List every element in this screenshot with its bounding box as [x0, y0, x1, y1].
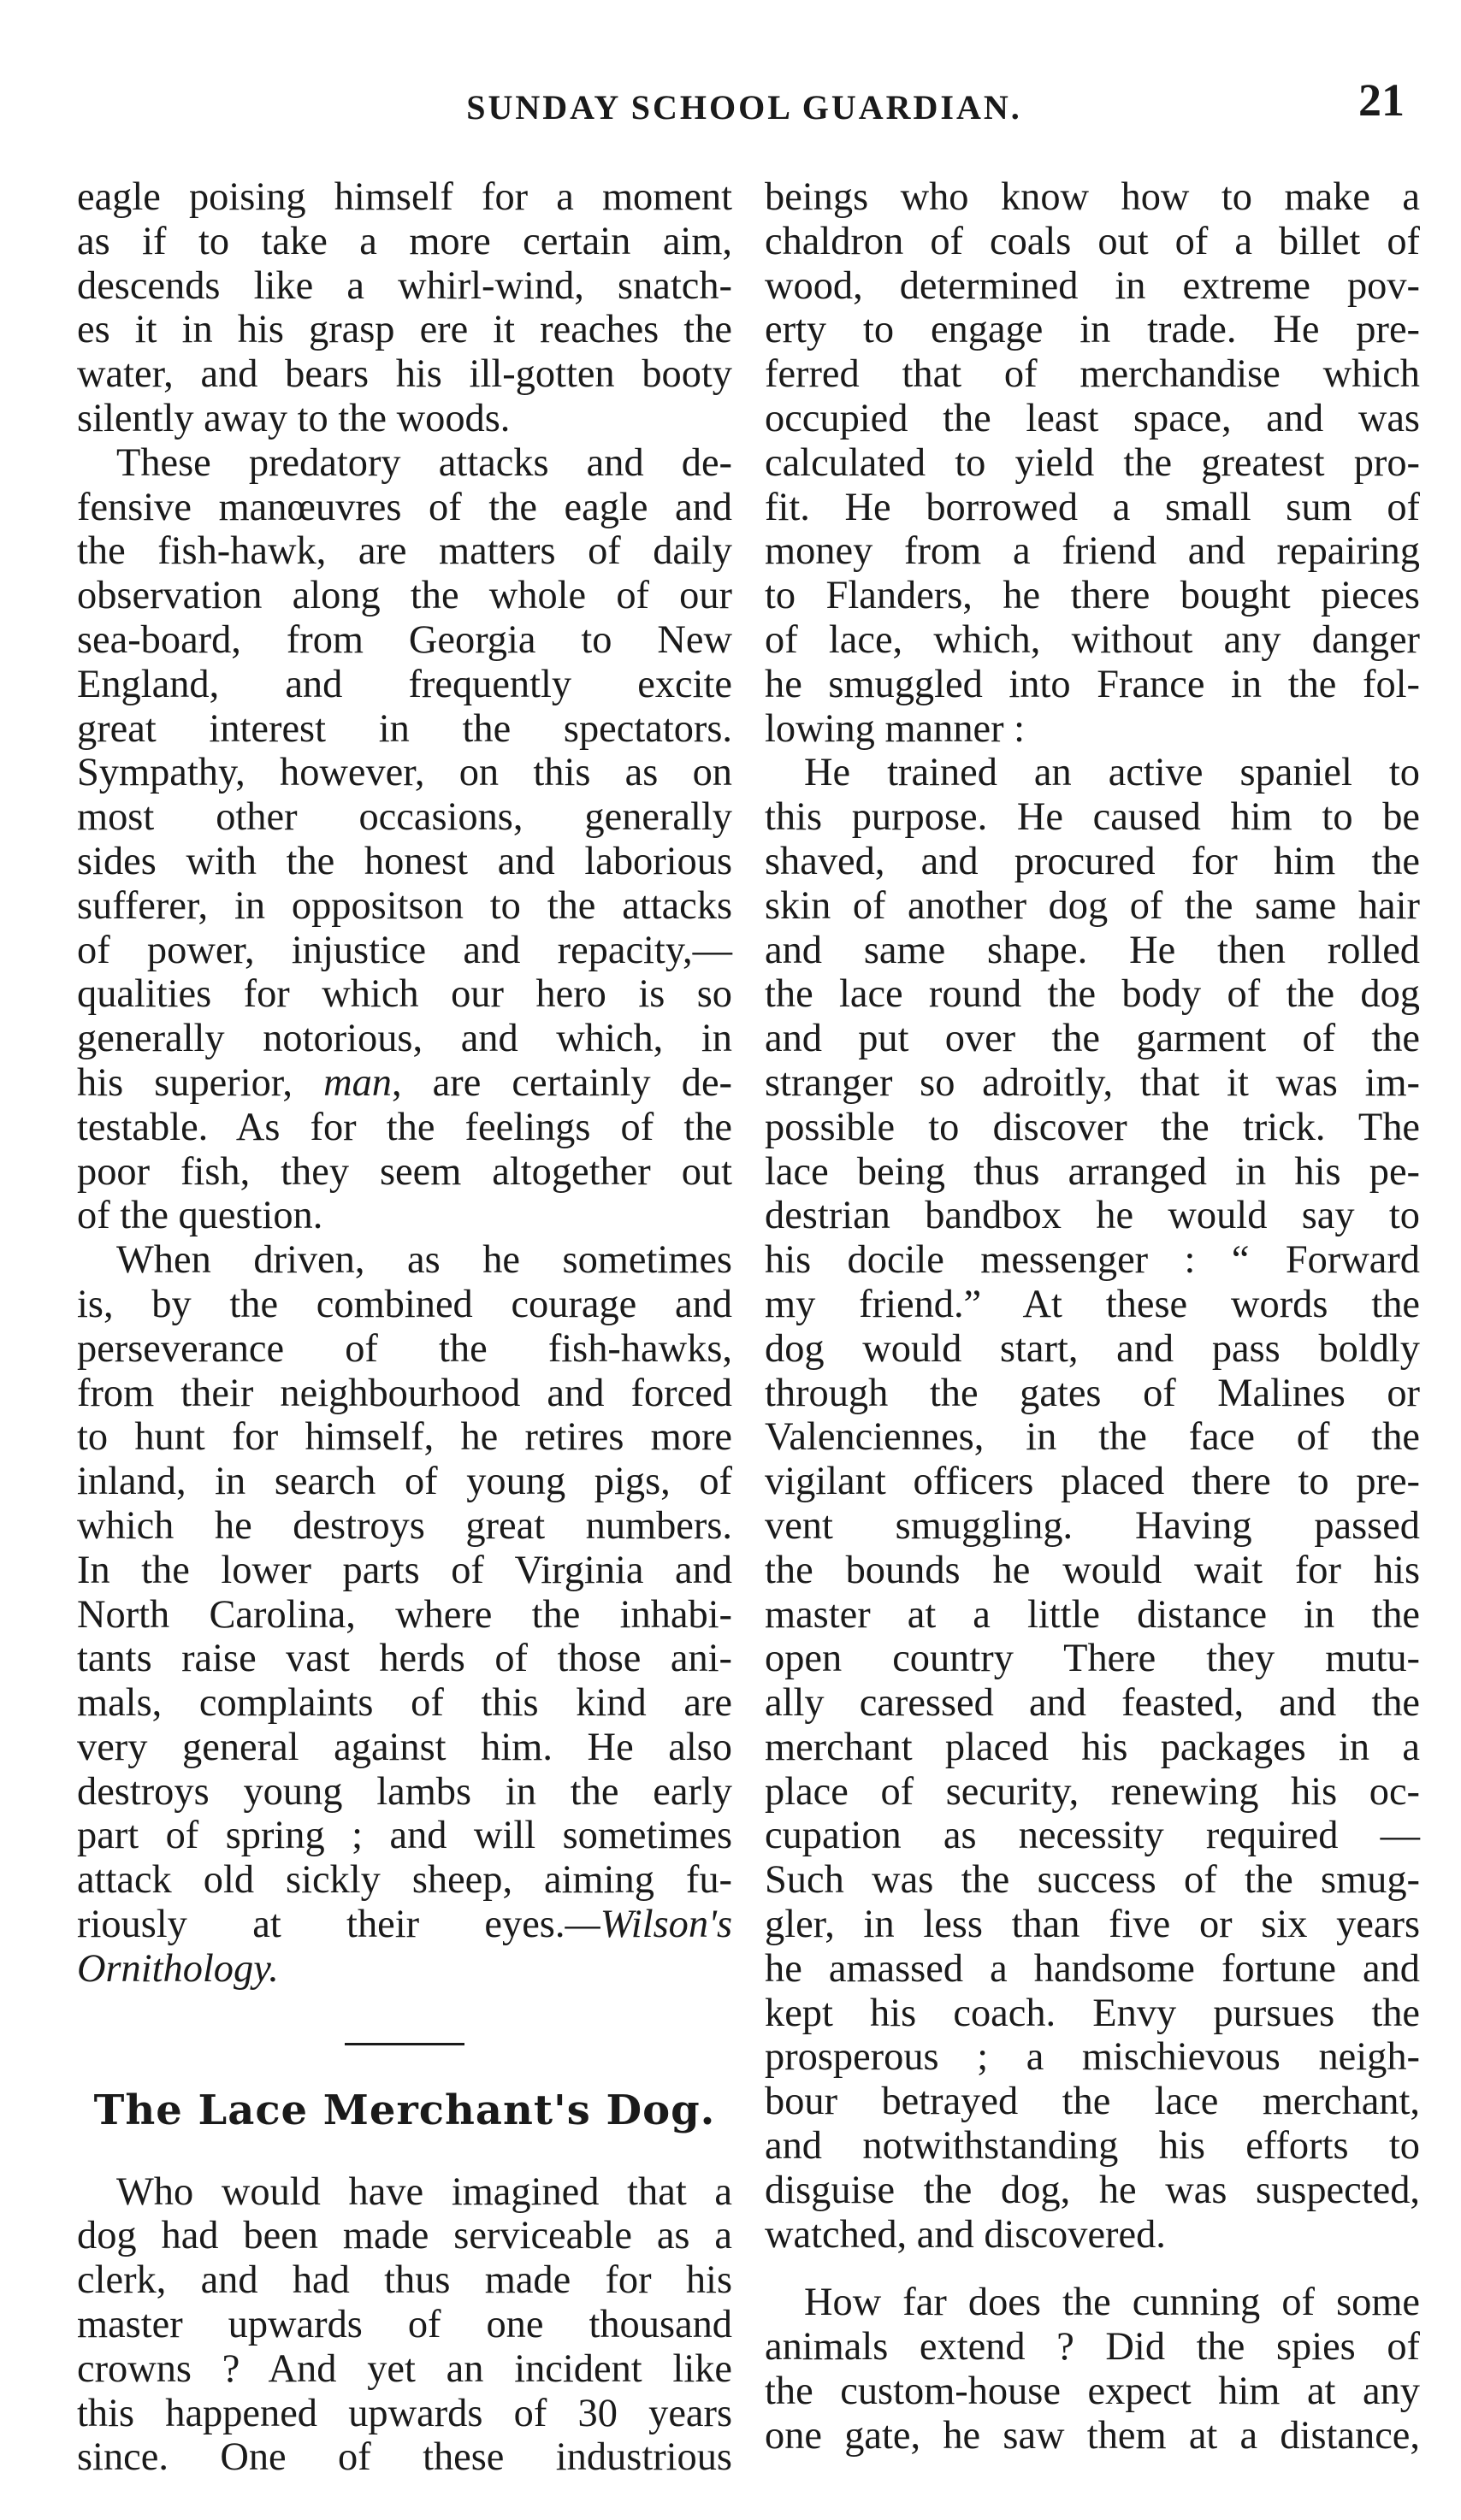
text-line: Sympathy, however, on this as on: [77, 751, 732, 795]
paragraph: [765, 2281, 1420, 2458]
text-line: he amassed a handsome fortune and: [765, 1946, 1420, 1991]
text-line: most other occasions, generally: [77, 795, 732, 840]
text-line: beings who know how to make a: [765, 175, 1420, 219]
text-line: In the lower parts of Virginia and: [77, 1548, 732, 1592]
text-line: part of spring ; and will sometimes: [77, 1814, 732, 1858]
text-line: perseverance of the fish-hawks,: [77, 1326, 732, 1371]
text-line: master at a little distance in the: [765, 1592, 1420, 1637]
text-line: open country There they mutu-: [765, 1637, 1420, 1681]
text-line: watched, and discovered.: [765, 2212, 1166, 2257]
text-line: very general against him. He also: [77, 1725, 732, 1769]
text-line: poor fish, they seem altogether out: [77, 1149, 732, 1194]
text-line: possible to discover the trick. The: [765, 1105, 1420, 1149]
text-line: crowns ? And yet an incident like: [77, 2346, 732, 2391]
text-run: his superior,: [77, 1060, 324, 1105]
page-number: 21: [1358, 74, 1405, 126]
text-line: water, and bears his ill-gotten booty: [77, 352, 732, 397]
text-line: his docile messenger : “ Forward: [765, 1238, 1420, 1283]
text-line: wood, determined in extreme pov-: [765, 263, 1420, 308]
text-line: of lace, which, without any danger: [765, 617, 1420, 662]
text-line: bour betrayed the lace merchant,: [765, 2080, 1420, 2124]
spacer: [77, 2136, 732, 2170]
text-line: since. One of these industrious: [77, 2435, 732, 2480]
text-line: stranger so adroitly, that it was im-: [765, 1060, 1420, 1105]
text-line: and notwithstanding his efforts to: [765, 2124, 1420, 2169]
text-line: chaldron of coals out of a billet of: [765, 219, 1420, 263]
text-line: silently away to the woods.: [77, 396, 511, 440]
paragraph: [77, 1238, 732, 1992]
text-line: vigilant officers placed there to pre-: [765, 1460, 1420, 1504]
paragraph: [77, 175, 732, 441]
text-line: the custom-house expect him at any: [765, 2370, 1420, 2414]
text-line: this happened upwards of 30 years: [77, 2391, 732, 2435]
text-line: qualities for which our hero is so: [77, 972, 732, 1017]
text-line: the lace round the body of the dog: [765, 972, 1420, 1017]
text-line: my friend.” At these words the: [765, 1282, 1420, 1326]
text-line: He trained an active spaniel to: [804, 751, 1420, 795]
text-line: he smuggled into France in the fol-: [765, 662, 1420, 706]
text-line: lowing manner :: [765, 706, 1026, 751]
text-line: These predatory attacks and de-: [116, 440, 732, 485]
text-line: from their neighbourhood and forced: [77, 1371, 732, 1415]
section-title: The Lace Merchant's Dog.: [93, 2086, 716, 2134]
text-line: descends like a whirl-wind, snatch-: [77, 263, 732, 308]
text-line: [77, 1903, 732, 1947]
text-run: riously at their eyes.: [77, 1903, 565, 1947]
page-header: [77, 72, 1411, 149]
text-line: Valenciennes, in the face of the: [765, 1415, 1420, 1460]
text-line: to Flanders, he there bought pieces: [765, 574, 1420, 618]
text-line: and put over the garment of the: [765, 1017, 1420, 1061]
text-line: Who would have imagined that a: [116, 2169, 732, 2214]
text-line: dog had been made serviceable as a: [77, 2214, 732, 2258]
text-line: How far does the cunning of some: [804, 2281, 1420, 2325]
left-column: [77, 175, 732, 2480]
paragraph: [77, 2170, 732, 2481]
text-line: Such was the success of the smug-: [765, 1858, 1420, 1903]
text-line: dog would start, and pass boldly: [765, 1326, 1420, 1371]
text-line: is, by the combined courage and: [77, 1282, 732, 1326]
text-line: master upwards of one thousand: [77, 2303, 732, 2347]
text-line: of the question.: [77, 1194, 323, 1238]
text-line: When driven, as he sometimes: [116, 1238, 732, 1283]
text-line: observation along the whole of our: [77, 574, 732, 618]
text-line: generally notorious, and which, in: [77, 1017, 732, 1061]
text-line: to hunt for himself, he retires more: [77, 1415, 732, 1460]
text-run: , are certainly de-: [391, 1060, 732, 1105]
text-line: cupation as necessity required —: [765, 1814, 1420, 1858]
spacer: [77, 2045, 732, 2085]
text-line: animals extend ? Did the spies of: [765, 2325, 1420, 2370]
text-line: es it in his grasp ere it reaches the: [77, 308, 732, 352]
text-line: skin of another dog of the same hair: [765, 883, 1420, 928]
text-line: eagle poising himself for a moment: [77, 175, 732, 219]
text-line: clerk, and had thus made for his: [77, 2258, 732, 2303]
text-line: place of security, renewing his oc-: [765, 1769, 1420, 1814]
text-line: of power, injustice and repacity,—: [77, 928, 732, 972]
text-line: attack old sickly sheep, aiming fu-: [77, 1858, 732, 1903]
text-line: [77, 1061, 732, 1106]
text-line: which he destroys great numbers.: [77, 1503, 732, 1548]
text-line: prosperous ; a mischievous neigh-: [765, 2035, 1420, 2080]
text-line: tants raise vast herds of those ani-: [77, 1637, 732, 1681]
text-line: merchant placed his packages in a: [765, 1725, 1420, 1769]
paragraph: [77, 441, 732, 1238]
text-line: ferred that of merchandise which: [765, 352, 1420, 397]
text-line: and same shape. He then rolled: [765, 928, 1420, 972]
spacer: [77, 1992, 732, 2043]
text-line: shaved, and procured for him the: [765, 839, 1420, 883]
right-column: [765, 175, 1420, 2458]
text-line: as if to take a more certain aim,: [77, 219, 732, 263]
text-line: through the gates of Malines or: [765, 1371, 1420, 1415]
text-line: ally caressed and feasted, and the: [765, 1681, 1420, 1726]
paragraph: [765, 751, 1420, 2257]
text-line: gler, in less than five or six years: [765, 1903, 1420, 1947]
text-line: fensive manœuvres of the eagle and: [77, 485, 732, 529]
text-line: inland, in search of young pigs, of: [77, 1460, 732, 1504]
text-line: sufferer, in oppositson to the attacks: [77, 883, 732, 928]
text-line: the bounds he would wait for his: [765, 1548, 1420, 1592]
citation-author: —Wilson's: [565, 1903, 732, 1947]
text-line: this purpose. He caused him to be: [765, 795, 1420, 840]
text-line: money from a friend and repairing: [765, 529, 1420, 574]
text-line: mals, complaints of this kind are: [77, 1681, 732, 1726]
text-line: disguise the dog, he was suspected,: [765, 2168, 1420, 2212]
paragraph: [765, 175, 1420, 751]
text-line: lace being thus arranged in his pe-: [765, 1149, 1420, 1194]
citation-source: Ornithology.: [77, 1946, 279, 1991]
text-line: fit. He borrowed a small sum of: [765, 485, 1420, 529]
text-line: the fish-hawk, are matters of daily: [77, 529, 732, 574]
spacer: [765, 2257, 1420, 2281]
text-line: testable. As for the feelings of the: [77, 1105, 732, 1149]
text-line: kept his coach. Envy pursues the: [765, 1991, 1420, 2035]
text-line: great interest in the spectators.: [77, 706, 732, 751]
text-line: destroys young lambs in the early: [77, 1769, 732, 1814]
text-line: sides with the honest and laborious: [77, 839, 732, 883]
text-line: England, and frequently excite: [77, 662, 732, 706]
text-line: sea-board, from Georgia to New: [77, 617, 732, 662]
running-title: SUNDAY SCHOOL GUARDIAN.: [466, 88, 1022, 127]
text-line: vent smuggling. Having passed: [765, 1503, 1420, 1548]
text-line: one gate, he saw them at a distance,: [765, 2413, 1420, 2458]
text-line: occupied the least space, and was: [765, 396, 1420, 440]
text-line: erty to engage in trade. He pre-: [765, 308, 1420, 352]
text-line: North Carolina, where the inhabi-: [77, 1592, 732, 1637]
text-line: calculated to yield the greatest pro-: [765, 440, 1420, 485]
italic-word: man: [323, 1060, 392, 1105]
text-line: destrian bandbox he would say to: [765, 1194, 1420, 1238]
